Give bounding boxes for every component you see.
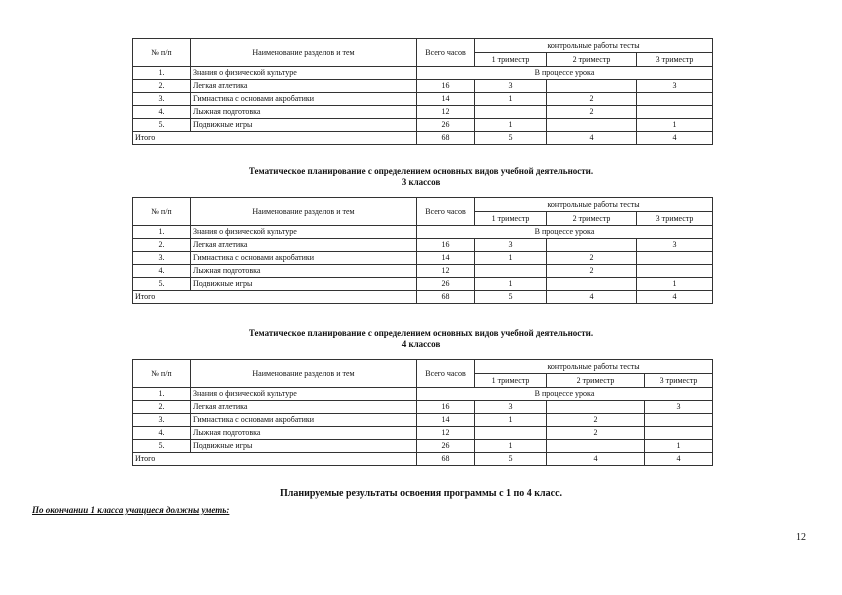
- row-t2: 2: [547, 106, 637, 119]
- plan-table-3: [132, 359, 713, 466]
- row-t3: 3: [637, 239, 713, 252]
- row-hours: 26: [417, 440, 475, 453]
- row-num: 2.: [133, 80, 191, 93]
- total-t1: 5: [475, 132, 547, 145]
- table-row: [133, 388, 713, 401]
- total-t1: 5: [475, 291, 547, 304]
- header-trim1: 1 триместр: [475, 53, 547, 67]
- row-t1: [475, 427, 547, 440]
- header-trim3: 3 триместр: [645, 374, 713, 388]
- header-name: Наименование разделов и тем: [191, 360, 417, 388]
- table-row: [133, 278, 713, 291]
- plan-table-1: [132, 38, 713, 145]
- total-label: Итого: [133, 453, 417, 466]
- row-t3: 1: [645, 440, 713, 453]
- total-t3: 4: [637, 291, 713, 304]
- row-name: Знания о физической культуре: [191, 67, 417, 80]
- table-row: [133, 67, 713, 80]
- total-label: Итого: [133, 291, 417, 304]
- row-t2: 2: [547, 427, 645, 440]
- row-merged: В процессе урока: [417, 388, 713, 401]
- row-num: 3.: [133, 252, 191, 265]
- header-hours: Всего часов: [417, 39, 475, 67]
- header-control: контрольные работы тесты: [475, 360, 713, 374]
- row-t1: [475, 265, 547, 278]
- row-hours: 26: [417, 278, 475, 291]
- row-name: Подвижные игры: [191, 278, 417, 291]
- row-t1: 1: [475, 414, 547, 427]
- total-row: [133, 132, 713, 145]
- row-name: Гимнастика с основами акробатики: [191, 252, 417, 265]
- heading-line2: 4 классов: [401, 339, 441, 349]
- header-name: Наименование разделов и тем: [191, 39, 417, 67]
- header-trim2: 2 триместр: [547, 374, 645, 388]
- row-num: 5.: [133, 440, 191, 453]
- row-name: Знания о физической культуре: [191, 388, 417, 401]
- row-num: 4.: [133, 427, 191, 440]
- row-t2: [547, 440, 645, 453]
- total-hours: 68: [417, 132, 475, 145]
- row-name: Легкая атлетика: [191, 239, 417, 252]
- row-t2: 2: [547, 93, 637, 106]
- row-t3: [637, 106, 713, 119]
- row-t1: 1: [475, 119, 547, 132]
- total-row: [133, 291, 713, 304]
- row-num: 1.: [133, 67, 191, 80]
- total-hours: 68: [417, 453, 475, 466]
- row-t2: 2: [547, 265, 637, 278]
- table-row: [133, 414, 713, 427]
- row-t1: [475, 106, 547, 119]
- row-num: 4.: [133, 265, 191, 278]
- row-t1: 1: [475, 93, 547, 106]
- row-num: 2.: [133, 401, 191, 414]
- row-num: 1.: [133, 388, 191, 401]
- table-row: [133, 440, 713, 453]
- header-num: № п/п: [133, 198, 191, 226]
- row-t1: 1: [475, 252, 547, 265]
- row-t2: 2: [547, 414, 645, 427]
- row-name: Легкая атлетика: [191, 80, 417, 93]
- row-t3: [637, 252, 713, 265]
- table-row: [133, 427, 713, 440]
- row-name: Лыжная подготовка: [191, 106, 417, 119]
- row-t3: [645, 427, 713, 440]
- heading-line1: Тематическое планирование с определением основных видов учебной деятельности.: [248, 166, 594, 176]
- table-row: [133, 80, 713, 93]
- table-row: [133, 239, 713, 252]
- row-hours: 16: [417, 80, 475, 93]
- row-hours: 26: [417, 119, 475, 132]
- row-num: 1.: [133, 226, 191, 239]
- header-trim3: 3 триместр: [637, 53, 713, 67]
- row-name: Лыжная подготовка: [191, 265, 417, 278]
- row-hours: 12: [417, 106, 475, 119]
- row-name: Легкая атлетика: [191, 401, 417, 414]
- header-hours: Всего часов: [417, 360, 475, 388]
- section-heading-3: [0, 166, 842, 188]
- row-t3: 3: [645, 401, 713, 414]
- total-t1: 5: [475, 453, 547, 466]
- row-num: 2.: [133, 239, 191, 252]
- row-t1: 3: [475, 401, 547, 414]
- row-t1: 3: [475, 80, 547, 93]
- row-name: Подвижные игры: [191, 119, 417, 132]
- row-name: Подвижные игры: [191, 440, 417, 453]
- row-hours: 14: [417, 93, 475, 106]
- table-row: [133, 106, 713, 119]
- heading-line2: 3 классов: [401, 177, 441, 187]
- total-hours: 68: [417, 291, 475, 304]
- header-hours: Всего часов: [417, 198, 475, 226]
- row-name: Гимнастика с основами акробатики: [191, 414, 417, 427]
- total-t3: 4: [645, 453, 713, 466]
- row-hours: 16: [417, 239, 475, 252]
- total-t3: 4: [637, 132, 713, 145]
- header-control: контрольные работы тесты: [475, 39, 713, 53]
- row-merged: В процессе урока: [417, 67, 713, 80]
- row-t2: [547, 80, 637, 93]
- total-t2: 4: [547, 453, 645, 466]
- row-hours: 16: [417, 401, 475, 414]
- results-subtitle: По окончании 1 класса учащиеся должны уметь:: [32, 505, 230, 515]
- row-hours: 14: [417, 414, 475, 427]
- header-trim2: 2 триместр: [547, 53, 637, 67]
- row-t2: 2: [547, 252, 637, 265]
- table-row: [133, 119, 713, 132]
- table-row: [133, 93, 713, 106]
- row-t3: 1: [637, 278, 713, 291]
- table-row: [133, 401, 713, 414]
- header-num: № п/п: [133, 360, 191, 388]
- row-name: Гимнастика с основами акробатики: [191, 93, 417, 106]
- row-t3: 1: [637, 119, 713, 132]
- table-row: [133, 226, 713, 239]
- table-row: [133, 252, 713, 265]
- row-t2: [547, 119, 637, 132]
- table-row: [133, 265, 713, 278]
- row-name: Лыжная подготовка: [191, 427, 417, 440]
- row-t3: [645, 414, 713, 427]
- row-hours: 12: [417, 427, 475, 440]
- row-num: 3.: [133, 93, 191, 106]
- row-t2: [547, 278, 637, 291]
- row-t3: [637, 265, 713, 278]
- heading-line1: Тематическое планирование с определением основных видов учебной деятельности.: [248, 328, 594, 338]
- page-number: 12: [796, 532, 806, 543]
- header-trim1: 1 триместр: [475, 212, 547, 226]
- row-t1: 3: [475, 239, 547, 252]
- header-control: контрольные работы тесты: [475, 198, 713, 212]
- row-t2: [547, 401, 645, 414]
- total-t2: 4: [547, 291, 637, 304]
- row-t2: [547, 239, 637, 252]
- header-name: Наименование разделов и тем: [191, 198, 417, 226]
- total-label: Итого: [133, 132, 417, 145]
- header-trim1: 1 триместр: [475, 374, 547, 388]
- row-t1: 1: [475, 278, 547, 291]
- row-num: 4.: [133, 106, 191, 119]
- total-t2: 4: [547, 132, 637, 145]
- row-t3: 3: [637, 80, 713, 93]
- header-trim3: 3 триместр: [637, 212, 713, 226]
- header-num: № п/п: [133, 39, 191, 67]
- row-num: 3.: [133, 414, 191, 427]
- plan-table-2: [132, 197, 713, 304]
- row-num: 5.: [133, 278, 191, 291]
- row-hours: 12: [417, 265, 475, 278]
- header-trim2: 2 триместр: [547, 212, 637, 226]
- row-t1: 1: [475, 440, 547, 453]
- row-merged: В процессе урока: [417, 226, 713, 239]
- results-title: Планируемые результаты освоения программы с 1 по 4 класс.: [279, 488, 563, 499]
- section-heading-4: [0, 328, 842, 350]
- row-name: Знания о физической культуре: [191, 226, 417, 239]
- row-hours: 14: [417, 252, 475, 265]
- row-t3: [637, 93, 713, 106]
- row-num: 5.: [133, 119, 191, 132]
- total-row: [133, 453, 713, 466]
